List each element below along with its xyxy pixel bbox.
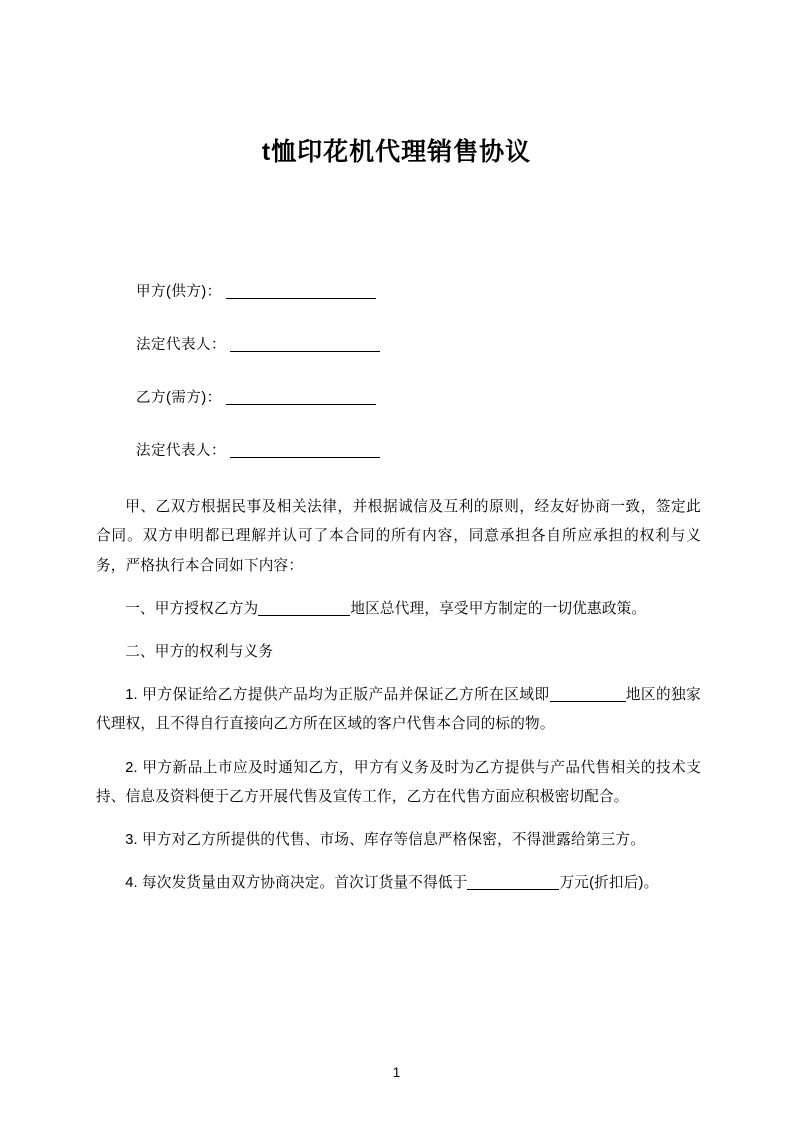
party-label-supplier: 甲方(供方)： [136, 283, 222, 300]
paragraph-clause-1 [96, 595, 701, 624]
party-line-buyer [136, 387, 793, 410]
paragraph-item-4 [96, 869, 701, 898]
party-blank-buyer[interactable] [226, 404, 376, 405]
clause-1-text-before: 一、甲方授权乙方为 [125, 600, 259, 617]
clause-1-text-after: 地区总代理，享受甲方制定的一切优惠政策。 [350, 600, 647, 617]
page-title: t恤印花机代理销售协议 [261, 138, 532, 166]
party-label-buyer: 乙方(需方)： [136, 389, 222, 406]
party-blank-supplier-rep[interactable] [230, 351, 380, 352]
document-body [0, 493, 793, 898]
party-line-supplier-rep [136, 334, 793, 357]
paragraph-item-1 [96, 681, 701, 739]
item-4-text-before: 4. 每次发货量由双方协商决定。首次订货量不得低于 [125, 875, 468, 892]
paragraph-item-3: 3. 甲方对乙方所提供的代售、市场、库存等信息严格保密，不得泄露给第三方。 [125, 831, 646, 848]
item-4-blank[interactable] [467, 889, 559, 890]
party-line-buyer-rep [136, 440, 793, 463]
party-blank-buyer-rep[interactable] [230, 457, 380, 458]
party-information-block [0, 281, 793, 464]
paragraph-preamble: 甲、乙双方根据民事及相关法律，并根据诚信及互利的原则，经友好协商一致，签定此合同。双方申明都已理解并认可了本合同的所有内容，同意承担各自所应承担的权利与义务，严格执行本合同如下内容： [96, 499, 701, 574]
item-1-text-before: 1. 甲方保证给乙方提供产品均为正版产品并保证乙方所在区域即 [125, 687, 550, 704]
paragraph-item-2: 2. 甲方新品上市应及时通知乙方，甲方有义务及时为乙方提供与产品代售相关的技术支持、信息及资料便于乙方开展代售及宣传工作，乙方在代售方面应积极密切配合。 [96, 759, 701, 805]
party-label-supplier-rep: 法定代表人： [136, 336, 226, 353]
paragraph-clause-2-title: 二、甲方的权利与义务 [125, 644, 274, 660]
item-1-text-after: 地区的独家代理权，且不得自行直接向乙方所在区域的客户代售本合同的标的物。 [96, 687, 701, 733]
party-label-buyer-rep: 法定代表人： [136, 443, 226, 460]
item-4-text-after: 万元(折扣后)。 [559, 875, 659, 892]
party-line-supplier [136, 281, 793, 304]
item-1-blank[interactable] [550, 701, 626, 702]
party-blank-supplier[interactable] [226, 298, 376, 299]
page-number: 1 [392, 1065, 401, 1080]
clause-1-blank[interactable] [258, 615, 350, 616]
